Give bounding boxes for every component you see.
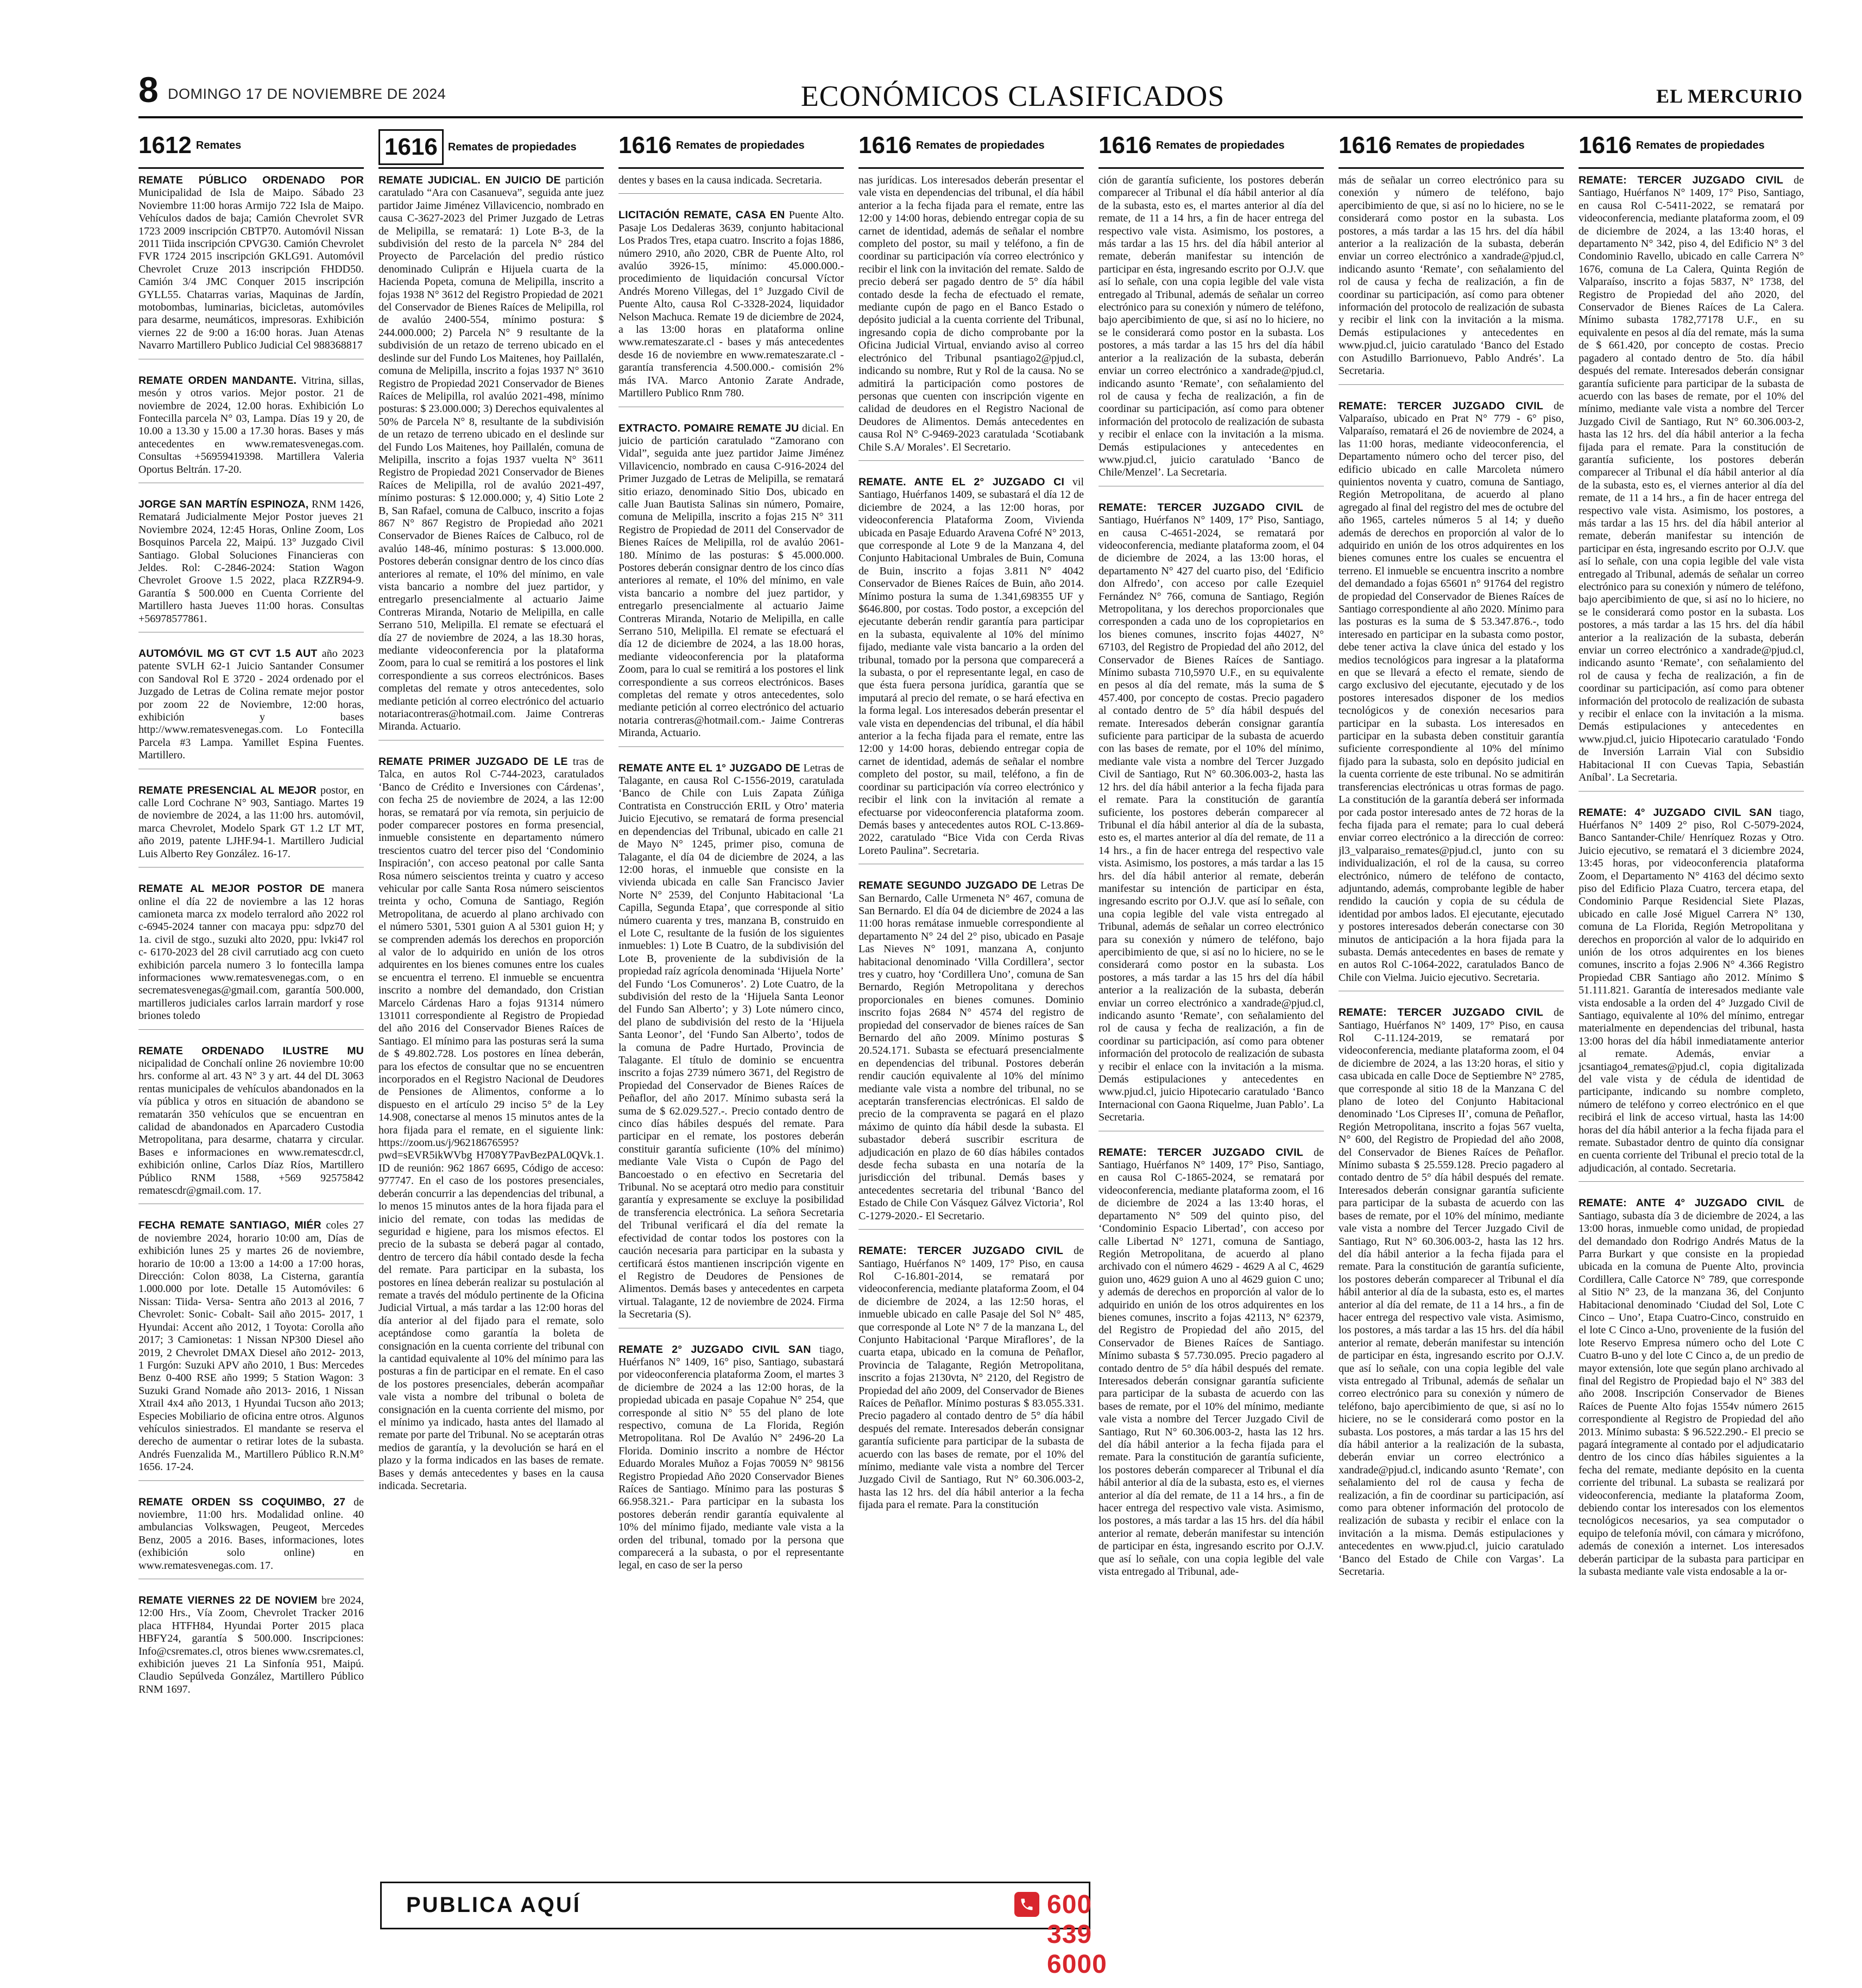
column-1 bbox=[138, 129, 364, 1921]
page-header bbox=[138, 66, 1803, 118]
column-body bbox=[618, 174, 844, 1579]
classified-notice bbox=[138, 1496, 364, 1579]
classified-notice bbox=[378, 756, 604, 1499]
notice-body: Puente Alto. Pasaje Los Dedaleras 3639, conjunto habitacional Los Prados Tres, etapa cuatro. Inscrito a fojas 1886, número 2910, año 2020, CBR de Puente Alto, rol avalúo 3926-15, mínimo: 45.000.000.- procedimiento de liquidación concursal Víctor Andrés Moreno Villegas, del 1° Juzgado Civil de Puente Alto, causa Rol C-3328-2024, liquidador Nelson Machuca. Remate 19 de diciembre de 2024, a las 13:00 horas en plataforma online www.remateszarate.cl - bases y más antecedentes desde 16 de noviembre en www.remateszarate.cl - garantía transferencia 4.500.000.- comisión 2% más IVA. Marco Antonio Zarate Andrade, Martillero Publico Rnm 780. bbox=[618, 209, 844, 400]
classified-notice bbox=[138, 174, 364, 359]
section-code: 1616 bbox=[618, 132, 672, 159]
page-number: 8 bbox=[138, 69, 159, 110]
notice-title: REMATE: TERCER JUZGADO CIVIL bbox=[1099, 501, 1303, 514]
section-code: 1616 bbox=[1339, 132, 1392, 159]
classified-notice bbox=[1099, 174, 1324, 486]
notice-title: REMATE: TERCER JUZGADO CIVIL bbox=[1579, 174, 1783, 186]
classified-notice bbox=[138, 1045, 364, 1205]
section-label: Remates bbox=[195, 140, 242, 151]
publica-aqui-ad[interactable] bbox=[380, 1882, 1107, 1979]
column-body bbox=[378, 174, 604, 1499]
notice-body: Letras De San Bernardo, Calle Urmeneta N° 467, comuna de San Bernardo. El día 04 de diciembre de 2024 a las 11:00 horas remátase inmueble correspondiente al departamento N° 24 del 2° piso, ubicado en Pasaje Las Nieves N° 1091, manzana A, conjunto habitacional denominado ‘Villa Cordillera’, sector tres y cuatro, hoy ‘Cordillera Uno’, comuna de San Bernardo, Región Metropolitana y derechos proporcionales en bienes comunes. Dominio inscrito fojas 2684 N° 4574 del registro de propiedad del conservador de bienes raíces de San Bernardo del año 2009. Mínimo posturas $ 20.524.171. Subasta se efectuará presencialmente en dependencias del tribunal. Postores deberán rendir caución equivalente al 10% del mínimo mediante vale vista a nombre del tribunal, no se aceptarán transferencias electrónicas. El saldo de precio de la compraventa se pagará en el plazo máximo de quinto día hábil desde la subasta. El subastador deberá suscribir escritura de adjudicación en plazo de 60 días hábiles contados desde fecha subasta en una notaría de la jurisdicción del tribunal. Demás bases y antecedentes secretaria del tribunal ‘Banco del Estado de Chile Con Vásquez Gálvez Victoria’, Rol C-1279-2020.- El Secretario. bbox=[859, 879, 1084, 1222]
column-body bbox=[1339, 174, 1564, 1585]
column-6 bbox=[1339, 129, 1564, 1921]
section-code: 1616 bbox=[859, 132, 912, 159]
column-2 bbox=[378, 129, 604, 1921]
notice-body: tiago, Huérfanos N° 1409, 16° piso, Santiago, subastará por videoconferencia plataforma Zoom, el martes 3 de diciembre de 2024 a las 12:00 horas, de la propiedad ubicada en pasaje Copahue N° 254, que corresponde al sitio N° 55 del plano de lote respectivo, comuna de La Florida, Región Metropolitana. Rol De Avalúo N° 2496-20 La Florida. Dominio inscrito a nombre de Héctor Eduardo Morales Muñoz a Fojas 70059 N° 98156 Registro Propiedad Año 2020 Conservador Bienes Raíces de Santiago. Mínimo para las posturas $ 66.958.321.- Para participar en la subasta los postores deberán rendir garantía equivalente al 10% del mínimo fijado, mediante vale vista a la orden del tribunal, tomado por la persona que comparecerá a la subasta, o por el representante legal, en caso de ser la perso bbox=[618, 1343, 844, 1572]
notice-body: más de señalar un correo electrónico para su conexión y número de teléfono, bajo apercibimiento de que, si así no lo hiciere, no se le considerará como postor en la subasta. Los postores, a más tardar a las 15 hrs. del día hábil anterior a la realización de la subasta, deberán enviar un correo electrónico a xandrade@pjud.cl, indicando asunto ‘Remate’, con señalamiento del rol de causa y fecha de realización, a fin de coordinar su participación, así como para obtener información del protocolo de realización de subasta y recibir el link con la invitación a la misma. Demás estipulaciones y antecedentes en www.pjud.cl, juicio caratulado ‘Banco del Estado con Astudillo Barrionuevo, Pablo Andrés’. La Secretaria. bbox=[1339, 174, 1564, 377]
classified-notice bbox=[1579, 1197, 1804, 1585]
classified-notice bbox=[859, 174, 1084, 461]
classified-notice bbox=[138, 648, 364, 769]
section-label: Remates de propiedades bbox=[447, 141, 577, 153]
classified-notice bbox=[138, 375, 364, 483]
column-heading bbox=[618, 129, 844, 169]
notice-title: REMATE ANTE EL 1° JUZGADO DE bbox=[618, 762, 800, 774]
notice-body: Letras de Talagante, en causa Rol C-1556-2019, caratulada ‘Banco de Chile con Luis Zapata Zúñiga Contratista en Construcción ERIL y Otro’ materia Juicio Ejecutivo, se rematará de forma presencial en dependencias del Tribunal, ubicado en calle 21 de Mayo N° 1245, primer piso, comuna de Talagante, el día 04 de diciembre de 2024, a las 12:00 horas, el inmueble que consiste en la vivienda ubicada en calle San Francisco Javier Norte N° 2539, del Conjunto Habitacional ‘La Capilla, Segunda Etapa’, que corresponde al sitio número cuarenta y tres, manzana B, construido en el Lote C, resultante de la fusión de los siguientes inmuebles: 1) Lote B Cuatro, de la subdivisión del Lote B, proveniente de la subdivisión de la propiedad raíz agrícola denominada ‘Hijuela Norte’ del Fundo ‘Los Comuneros’. 2) Lote Cuatro, de la subdivisión del resto de la ‘Hijuela Santa Leonor del Fundo San Alberto’; y 3) Lote número cinco, del plano de subdivisión del resto de la ‘Hijuela Santa Leonor’, del ‘Fundo San Alberto’, todos de la comuna de Padre Hurtado, Provincia de Talagante. El título de dominio se encuentra inscrito a fojas 2739 número 3671, del Registro de Propiedad del Conservador de Bienes Raíces de Peñaflor, del año 2017. Mínimo subasta será la suma de $ 62.029.527.-. Precio contado dentro de cinco días hábiles después del remate. Para participar en el remate, los postores deberán constituir garantía suficiente (10% del mínimo) mediante Vale Vista o Cupón de Pago del Bancoestado o en efectivo en Secretaria del Tribunal. No se aceptará otro medio para constituir garantía y expresamente se excluye la posibilidad de transferencia electrónica. La señora Secretaria del Tribunal verificará el día del remate la efectividad de contar todos los postores con la caución necesaria para participar en la subasta y certificará éstos mantienen inscripción vigente en el Registro de Deudores de Pensiones de Alimentos. Demás bases y antecedentes en carpeta virtual. Talagante, 12 de noviembre de 2024. Firma la Secretaria (S). bbox=[618, 762, 844, 1321]
notice-body: Vitrina, sillas, mesón y otros varios. Mejor postor. 21 de noviembre de 2024, 12.00 horas. Exhibición Lo Fontecilla parcela N° 03, Lampa. Días 19 y 20, de 10.00 a 13.30 y 15.00 a 17.30 horas. Bases y más antecedentes en www.rematesvenegas.com. Consultas +56959419398. Martillera Valeria Oportus Beltrán. 17-20. bbox=[138, 374, 364, 476]
classified-notice bbox=[859, 476, 1084, 864]
notice-title: AUTOMÓVIL MG GT CVT 1.5 AUT bbox=[138, 648, 318, 660]
notice-body: bre 2024, 12:00 Hrs., Vía Zoom, Chevrolet Tracker 2016 placa HTFH84, Hyundai Porter 2015 placa HBFY24, garantía $ 500.000. Inscripciones: Info@csremates.cl, otros bienes www.csremates.cl, exhibición jueves 21 La Sinfonía 951, Maipú. Claudio Sepúlveda González, Martillero Público RNM 1697. bbox=[138, 1594, 364, 1695]
notice-title: REMATE: TERCER JUZGADO CIVIL bbox=[1339, 1006, 1543, 1019]
classified-notice bbox=[618, 1344, 844, 1579]
classified-notice bbox=[618, 762, 844, 1328]
notice-body: RNM 1426, Rematará Judicialmente Mejor Postor jueves 21 Noviembre 2024, 12:45 Horas, Online Zoom, Los Bosquinos Parcela 22, Maipú. 13° Juzgado Civil Santiago. Global Soluciones Financieras con Jeldes. Rol: C-2846-2024: Station Wagon Chevrolet Groove 1.5 2022, placa RZZR94-9. Garantía $ 500.000 en Cuenta Corriente del Martillero hasta Jueves 11:00 horas. Consultas +56978577861. bbox=[138, 498, 364, 625]
notice-body: postor, en calle Lord Cochrane N° 903, Santiago. Martes 19 de noviembre de 2024, a las 11:00 hrs. automóvil, marca Chevrolet, Modelo Spark GT 1.2 LT MT, año 2019, patente LJHF.94-1. Martillero Judicial Luis Alberto Rey González. 16-17. bbox=[138, 784, 364, 860]
notice-body: ción de garantía suficiente, los postores deberán comparecer al Tribunal el día hábil anterior al día de la subasta, esto es, el martes anterior al día del remate, de 11 a 14 hrs, a fin de hacer entrega del respectivo vale vista. Asimismo, los postores, a más tardar a las 15 hrs. del día hábil anterior al remate, deberán manifestar su intención de participar en ésta, ingresando escrito por O.J.V. que así lo señale, con una copia legible del vale vista entregado al Tribunal, además de señalar un correo electrónico para su conexión y número de teléfono, bajo apercibimiento de que, si así no lo hiciere, no se le considerará como postor en la subasta. Los postores, a más tardar a las 15 hrs del día hábil anterior a la realización de la subasta, deberán enviar un correo electrónico a xandrade@pjud.cl, indicando asunto ‘Remate’, con señalamiento del rol de causa y fecha de realización, a fin de coordinar su participación, así como para obtener información del protocolo de realización de subasta y recibir el enlace con la invitación a la misma. Demás estipulaciones y antecedentes en www.pjud.cl, juicio caratulado ‘Banco de Chile/Menzel’. La Secretaria. bbox=[1099, 174, 1324, 479]
notice-body: dentes y bases en la causa indicada. Secretaria. bbox=[618, 174, 822, 186]
notice-body: vil Santiago, Huérfanos 1409, se subastará el día 12 de diciembre de 2024, a las 12:00 horas, por videoconferencia Plataforma Zoom, Vivienda ubicada en Pasaje Eduardo Aravena Cofré N° 2013, que corresponde al Lote 9 de la Manzana 4, del Conjunto Habitacional Umbrales de Buin, Comuna de Buin, inscrito a fojas 3.811 N° 4042 Conservador de Bienes Raíces de Buin, año 2014. Mínimo postura la suma de 1.341,698355 UF y $646.800, por costas. Todo postor, a excepción del ejecutante deberán rendir garantía para participar en la subasta, equivalente al 10% del mínimo fijado, mediante vale vista bancario a la orden del tribunal, tomado por la persona que comparecerá a la subasta, o por el representante legal, en caso de que ésta fuera persona jurídica, garantía que se imputará al precio del remate, o se hará efectiva en la forma legal. Los interesados deberán presentar el vale vista en dependencias del tribunal, el día hábil anterior a la fecha fijada para el remate, entre las 12:00 y 14:00 horas, debiendo entregar copia de carnet de identidad, además de señalar el nombre completo del postor, su mail, teléfono, a fin de coordinar su participación vía correo electrónico y recibir el link con la invitación al remate a efectuarse por videoconferencia plataforma zoom. Demás bases y antecedentes autos ROL C-13.869-2022, caratulado “Bice Vida con Cerda Rivas Loreto Paulina”. Secretaria. bbox=[859, 476, 1084, 857]
notice-title: REMATE ORDEN SS COQUIMBO, 27 bbox=[138, 1496, 346, 1508]
classified-notice bbox=[138, 784, 364, 868]
classified-notice bbox=[618, 422, 844, 747]
classified-notice bbox=[138, 883, 364, 1029]
notice-title: REMATE PÚBLICO ORDENADO POR bbox=[138, 174, 364, 186]
notice-body: tras de Talca, en autos Rol C-744-2023, caratulados ‘Banco de Crédito e Inversiones con Cárdenas’, con fecha 25 de noviembre de 2024, a las 12:00 horas, se rematará por vía remota, sin perjuicio de poder comparecer postores en forma presencial, inmueble consistente en departamento número trescientos cuatro del tercer piso del ‘Condominio Inspiración’, con acceso peatonal por calle Santa Rosa número seiscientos treinta y cuatro y acceso vehicular por calle Santa Rosa número seiscientos treinta y ocho, Comuna de Santiago, Región Metropolitana, de acuerdo al plano archivado con el número 5301, 5301 guion A al 5301 guion H; y se comprenden además los derechos en proporción al valor de lo adquirido en unión de los otros adquirentes en los bienes comunes entre los cuales se encuentra el terreno. El inmueble se encuentra inscrito a nombre del demandado, don Cristian Marcelo Cárdenas Haro a fojas 91314 número 131011 correspondiente al Registro de Propiedad del año 2016 del Conservador Bienes Raíces de Santiago. El mínimo para las posturas será la suma de $ 49.802.728. Los postores en línea deberán, para los efectos de consultar que no se encuentren incorporados en el Registro Nacional de Deudores de Pensiones de Alimentos, conforme a lo dispuesto en el artículo 29 inciso 5° de la Ley 14.908, conectarse al menos 15 minutos antes de la hora fijada para el remate, en el siguiente link: https://zoom.us/j/96218676595?pwd=sEVR5ikWVbg H708Y7PavBezPAL0QVk.1. ID de reunión: 962 1867 6695, Código de acceso: 977747. En el caso de los postores presenciales, deberán concurrir a las dependencias del tribunal, a lo menos 15 minutos antes de la hora fijada para el inicio del remate, con todas las medidas de seguridad e higiene, para los mismos efectos. El precio de la subasta se deberá pagar al contado, dentro de tercero día hábil contado desde la fecha del remate. Para participar en la subasta, los postores en línea deberán realizar su postulación al remate a través del módulo pertinente de la Oficina Judicial Virtual, a más tardar a las 12:00 horas del día anterior al del fijado para el remate, solo aceptándose como garantía la boleta de consignación en la cuenta corriente del tribunal con la cantidad equivalente al 10% del mínimo para las posturas a fin de participar en el remate. En el caso de los postores presenciales, deberán acompañar vale vista a nombre del tribunal o boleta de consignación en la cuenta corriente del mismo, por el mínimo ya indicado, hasta antes del llamado al remate por parte del Tribunal. No se aceptarán otras medios de garantía, y la devolución se hará en el plazo y la forma indicados en las bases de remate. Bases y demás antecedentes y bases en la causa indicada. Secretaria. bbox=[378, 755, 604, 1492]
notice-title: REMATE: TERCER JUZGADO CIVIL bbox=[1339, 400, 1543, 412]
notice-title: JORGE SAN MARTÍN ESPINOZA, bbox=[138, 498, 309, 510]
column-heading bbox=[1099, 129, 1324, 169]
ad-text: PUBLICA AQUÍ bbox=[406, 1893, 581, 1917]
notice-title: REMATE VIERNES 22 DE NOVIEM bbox=[138, 1594, 318, 1606]
classified-notice bbox=[859, 879, 1084, 1230]
notice-title: REMATE JUDICIAL. EN JUICIO DE bbox=[378, 174, 561, 186]
notice-title: REMATE AL MEJOR POSTOR DE bbox=[138, 883, 325, 895]
phone-icon bbox=[1014, 1892, 1039, 1917]
notice-title: REMATE: 4° JUZGADO CIVIL SAN bbox=[1579, 806, 1772, 819]
classified-notice bbox=[1099, 502, 1324, 1131]
notice-body: de Santiago, Huérfanos N° 1409, 17° Piso, Santiago, en causa C-4651-2024, se rematará por videoconferencia, mediante plataforma zoom, el 04 de diciembre de 2024, a las 13:00 horas, el departamento N° 427 del cuarto piso, del ‘Edificio don Alfredo’, con acceso por calle Ezequiel Fernández N° 766, comuna de Santiago, Región Metropolitana, y los derechos proporcionales que corresponden a cada uno de los copropietarios en los bienes comunes, inscrito fojas 44027, N° 67103, del Registro de Propiedad del año 2012, del Conservador de Bienes Raíces de Santiago. Mínimo subasta 710,5970 U.F., en su equivalente en pesos al día del remate, más la suma de $ 457.400, por concepto de costas. Precio pagadero al contado dentro de 5° día hábil después del remate. Interesados deberán consignar garantía suficiente para participar de la subasta de acuerdo con las bases de remate, por el 10% del mínimo, mediante vale vista a nombre del Tercer Juzgado Civil de Santiago, Rut N° 60.306.003-2, hasta las 12 hrs. del día hábil anterior a la fecha fijada para el remate. Para la constitución de garantía suficiente, los postores deberán comparecer al Tribunal el día hábil anterior al día de la subasta, esto es, el martes anterior al día del remate, de 11 a 14 hrs., a fin de hacer entrega del respectivo vale vista. Asimismo, los postores, a más tardar a las 15 hrs. del día hábil anterior al remate, deberán manifestar su intención de participar en ésta, ingresando escrito por O.J.V. que así lo señale, con una copia legible del vale vista entregado al Tribunal, además de señalar un correo electrónico para su conexión y número de teléfono, bajo apercibimiento de que, si así no lo hiciere, no se le considerará como postor en la subasta. Los postores, a más tardar a las 15 hrs del día hábil anterior a la realización de la subasta, deberán enviar un correo electrónico a xandrade@pjud.cl, indicando asunto ‘Remate’, con señalamiento del rol de causa y fecha de realización, a fin de coordinar su participación, así como para obtener información del protocolo de realización de subasta y recibir el enlace con la invitación a la misma. Demás estipulaciones y antecedentes en www.pjud.cl, juicio Hipotecario caratulado ‘Banco Internacional con Gaona Riquelme, Juan Pablo’. La Secretaria. bbox=[1099, 501, 1324, 1124]
section-label: Remates de propiedades bbox=[916, 140, 1045, 151]
notice-title: LICITACIÓN REMATE, CASA EN bbox=[618, 209, 785, 221]
section-label: Remates de propiedades bbox=[676, 140, 805, 151]
column-body bbox=[859, 174, 1084, 1518]
notice-title: REMATE SEGUNDO JUZGADO DE bbox=[859, 879, 1037, 892]
column-7 bbox=[1579, 129, 1804, 1921]
section-title: ECONÓMICOS CLASIFICADOS bbox=[800, 80, 1225, 112]
header-rule bbox=[138, 116, 1803, 118]
classified-notice bbox=[1579, 174, 1804, 792]
column-heading bbox=[138, 129, 364, 169]
notice-body: de Santiago, Huérfanos N° 1409, 17° Piso, Santiago, en causa Rol C-5411-2022, se rematará por videoconferencia, mediante plataforma zoom, el 09 de diciembre de 2024, a las 13:40 horas, el departamento N° 342, piso 4, del Edificio N° 3 del Condominio Ravello, ubicado en calle Carrera N° 1676, comuna de La Calera, Quinta Región de Valparaíso, inscrito a fojas 5837, N° 1738, del Registro de Propiedad del año 2020, del Conservador de Bienes Raíces de La Calera. Mínimo subasta 1782,77178 U.F., en su equivalente en pesos al día del remate, más la suma de $ 661.420, por concepto de costas. Precio pagadero al contado dentro de 5to. día hábil después del remate. Interesados deberán consignar garantía suficiente para participar de la subasta de acuerdo con las bases de remate, por el 10% del mínimo, mediante vale vista a nombre del Tercer Juzgado Civil de Santiago, Rut N° 60.306.003-2, hasta las 12 hrs. del día hábil anterior a la fecha fijada para el remate. Para la constitución de garantía suficiente, los postores deberán comparecer al Tribunal el día hábil anterior al día de la subasta, esto es, el viernes anterior al día del remate, de 11 a 14 hrs., a fin de hacer entrega del respectivo vale vista. Asimismo, los postores, a más tardar a las 15 hrs. del día hábil anterior al remate, deberán manifestar su intención de participar en ésta, ingresando escrito por O.J.V. que así lo señale, con una copia legible del vale vista entregado al Tribunal, además de señalar un correo electrónico para su conexión y número de teléfono, bajo apercibimiento de que, si así no lo hiciere, no se le considerará como postor en la subasta. Los postores, a más tardar a las 15 hrs. del día hábil anterior a la realización de la subasta, deberán enviar un correo electrónico a xandrade@pjud.cl, indicando asunto ‘Remate’, con señalamiento del rol de causa y fecha de realización, a fin de coordinar su participación, así como para obtener información del protocolo de realización de subasta y recibir el enlace con la invitación a la misma. Demás estipulaciones y antecedentes en www.pjud.cl, juicio Hipotecario caratulado ‘Fondo de Inversión Larrain Vial con Subsidio Habitacional II con Cuevas Tapia, Sebastián Aníbal’. La Secretaria. bbox=[1579, 174, 1804, 784]
notice-body: nicipalidad de Conchalí online 26 noviembre 10:00 hrs. conforme al art. 43 N° 3 y art. 44 del DL 3063 rentas municipales de vehículos abandonados en la vía pública y otros en situación de abandono se rematarán 350 vehículos que se encuentran en calidad de abandonados en Aparcadero Custodia Metropolitana, para desarme, chatarra y circular. Bases e informaciones en www.rematescdr.cl, exhibición online, Carlos Díaz Ríos, Martillero Público RNM 1588, +569 92575842 rematescdr@gmail.com. 17. bbox=[138, 1057, 364, 1197]
column-4 bbox=[859, 129, 1084, 1921]
classified-notice bbox=[1339, 174, 1564, 385]
classified-notice bbox=[618, 209, 844, 407]
notice-title: REMATE: TERCER JUZGADO CIVIL bbox=[1099, 1146, 1303, 1158]
notice-body: de noviembre, 11:00 hrs. Modalidad online. 40 ambulancias Volkswagen, Peugeot, Mercedes Benz, 2005 a 2016. Bases, informaciones, lotes (exhibición solo online) en www.rematesvenegas.com. 17. bbox=[138, 1496, 364, 1572]
notice-title: REMATE PRESENCIAL AL MEJOR bbox=[138, 784, 317, 796]
notice-body: de Santiago, Huérfanos N° 1409, 17° Piso, en causa Rol C-16.801-2014, se rematará por videoconferencia, mediante plataforma Zoom, el 04 de diciembre de 2024, a las 12:50 horas, el inmueble ubicado en calle Pasaje del Sol N° 485, que corresponde al Lote N° 7 de la manzana L, del Conjunto Habitacional ‘Parque Miraflores’, de la cuarta etapa, ubicado en la comuna de Peñaflor, Provincia de Talagante, Región Metropolitana, inscrito a fojas 2130vta, N° 2120, del Registro de Propiedad del año 2009, del Conservador de Bienes Raíces de Peñaflor. Mínimo posturas $ 83.055.331. Precio pagadero al contado dentro de 5° día hábil después del remate. Interesados deberán consignar garantía suficiente para participar de la subasta de acuerdo con las bases de remate, por el 10% del mínimo, mediante vale vista a nombre del Tercer Juzgado Civil de Santiago, Rut N° 60.306.003-2, hasta las 12 hrs. del día hábil anterior a la fecha fijada para el remate. Para la constitución bbox=[859, 1245, 1084, 1511]
notice-title: REMATE PRIMER JUZGADO DE LE bbox=[378, 755, 568, 768]
classified-notice bbox=[859, 1245, 1084, 1518]
classified-notice bbox=[138, 498, 364, 632]
section-code: 1612 bbox=[138, 132, 192, 159]
notice-title: REMATE ORDENADO ILUSTRE MU bbox=[138, 1044, 364, 1057]
notice-body: de Santiago, Huérfanos N° 1409, 17° Piso, en causa Rol C-11.124-2019, se rematará por videoconferencia, mediante plataforma zoom, el 04 de diciembre de 2024, a las 13:20 horas, el sitio y casa ubicada en calle Doce de Septiembre N° 2785, que corresponde al sitio 18 de la Manzana C del plano de loteo del Conjunto Habitacional denominado ‘Los Cipreses II’, comuna de Peñaflor, Región Metropolitana, inscrito a fojas 567 vuelta, N° 600, del Registro de Propiedad del año 2008, del Conservador de Bienes Raíces de Peñaflor. Mínimo subasta $ 25.559.128. Precio pagadero al contado dentro de 5° día hábil después del remate. Interesados deberán consignar garantía suficiente para participar de la subasta de acuerdo con las bases de remate, por el 10% del mínimo, mediante vale vista a nombre del Tercer Juzgado Civil de Santiago, Rut N° 60.306.003-2, hasta las 12 hrs. del día hábil anterior a la fecha fijada para el remate. Para la constitución de garantía suficiente, los postores deberán comparecer al Tribunal el día hábil anterior al día de la subasta, esto es, el martes anterior al día del remate, de 11 a 14 hrs., a fin de hacer entrega del respectivo vale vista. Asimismo, los postores, a más tardar a las 15 hrs. del día hábil anterior al remate, deberán manifestar su intención de participar en ésta, ingresando escrito por O.J.V. que así lo señale, con una copia legible del vale vista entregado al Tribunal, además de señalar un correo electrónico para su conexión y número de teléfono, bajo apercibimiento de que, si así no lo hiciere, no se le considerará como postor en la subasta. Los postores, a más tardar a las 15 hrs del día hábil anterior a la realización de la subasta, deberán enviar un correo electrónico a xandrade@pjud.cl, indicando asunto ‘Remate’, con señalamiento del rol de causa y fecha de realización, a fin de coordinar su participación, así como para obtener información del protocolo de realización de subasta y recibir el enlace con la invitación a la misma. Demás estipulaciones y antecedentes en www.pjud.cl, juicio caratulado ‘Banco del Estado de Chile con Vargas’. La Secretaria. bbox=[1339, 1006, 1564, 1578]
column-3 bbox=[618, 129, 844, 1921]
section-code: 1616 bbox=[1099, 132, 1152, 159]
section-code: 1616 bbox=[378, 129, 444, 165]
column-body bbox=[1099, 174, 1324, 1585]
notice-body: de Valparaíso, ubicado en Prat N° 779 - 6° piso, Valparaíso, rematará el 26 de noviembre de 2024, a las 11:00 horas, mediante videoconferencia, el Departamento número ocho del tercer piso, del edificio ubicado en calle Marcoleta número quinientos noventa y cuatro, comuna de Santiago, Región Metropolitana, de acuerdo al plano agregado al final del registro del mes de octubre del año 1965, carteles números 5 al 14; y dueño además de derechos en proporción al valor de lo adquirido en unión de los otros adquirentes en los bienes comunes entre los cuales se encuentra el terreno. El inmueble se encuentra inscrito a nombre del demandado a fojas 65601 n° 91764 del registro de propiedad del Conservador de Bienes Raíces de Santiago correspondiente al año 2020. Mínimo para las posturas es la suma de $ 53.347.876.-, todo interesado en participar en la subasta como postor, debe tener activa la clave única del estado y los medios tecnológicos para ingresar a la plataforma en que se llevará a efecto el remate, siendo de cargo exclusivo del ejecutante, ejecutado y de los postores interesados disponer de los medios tecnológicos y de conexión necesarios para participar en la subasta. Los interesados en participar en la subasta deben constituir garantía suficiente correspondiente al 10% del mínimo fijado para la subasta, solo en depósito judicial en la cuenta corriente de este tribunal. No se admitirán transferencias electrónicas u otras formas de pago. La constitución de la garantía deberá ser informada por cada postor interesado antes de 72 horas de la fecha fijada para el remate; para lo cual deberá enviar correo electrónico a la dirección de correo: jl3_valparaiso_remates@pjud.cl, junto con su individualización, el rol de la causa, su correo electrónico, número de teléfono de contacto, adjuntando, además, comprobante legible de haber rendido la caución y copia de su cédula de identidad por ambos lados. El ejecutante, ejecutado y postores interesados deberán conectarse con 30 minutos de anticipación a la hora fijada para la subasta. Demás antecedentes en bases de remate y en autos Rol C-1064-2022, caratulados Banco de Chile con Vielma. Juicio ejecutivo. Secretaria. bbox=[1339, 400, 1564, 984]
classified-notice bbox=[618, 174, 844, 194]
notice-title: REMATE: ANTE 4° JUZGADO CIVIL bbox=[1579, 1197, 1785, 1210]
notice-title: FECHA REMATE SANTIAGO, MIÉR bbox=[138, 1219, 321, 1232]
classified-notice bbox=[378, 174, 604, 740]
notice-body: nas jurídicas. Los interesados deberán presentar el vale vista en dependencias del tribunal, el día hábil anterior a la fecha fijada para el remate, entre las 12:00 y 14:00 horas, debiendo entregar copia de su carnet de identidad, además de señalar el nombre completo del postor, su mail y teléfono, a fin de coordinar su participación vía correo electrónico y recibir el link con la invitación del remate. Saldo de precio deberá ser pagado dentro de 5° día hábil contado desde la fecha de efectuado el remate, mediante cupón de pago en el Banco Estado o depósito judicial a la cuenta corriente del Tribunal, ingresando copia de dicho comprobante por la Oficina Judicial Virtual, enviando aviso al correo electrónico del Tribunal psantiago2@pjud.cl, indicando su nombre, Rut y Rol de la causa. No se admitirá la participación como postores de personas que cuenten con inscripción vigente en calidad de deudores en el Registro Nacional de Deudores de Alimentos. Demás antecedentes en causa Rol N° C-9469-2023 caratulada ‘Scotiabank Chile S.A/ Morales’. El Secretario. bbox=[859, 174, 1084, 453]
ad-phone-number[interactable]: 600 339 6000 bbox=[1047, 1890, 1107, 1979]
section-label: Remates de propiedades bbox=[1156, 140, 1285, 151]
classified-notice bbox=[1339, 400, 1564, 992]
column-heading bbox=[1579, 129, 1804, 169]
newspaper-name: EL MERCURIO bbox=[1656, 85, 1803, 107]
notice-body: de Santiago, subasta día 3 de diciembre de 2024, a las 13:00 horas, inmueble como unidad, de propiedad del demandado don Rodrigo Andrés Matus de la Parra Burkart y que consiste en la propiedad ubicada en la comuna de Puente Alto, provincia Cordillera, Calle Catorce N° 789, que corresponde al Sitio N° 23, de la manzana 36, del Conjunto Habitacional denominado ‘Ciudad del Sol, Lote C Cinco – Uno’, Etapa Cuatro-Cinco, construido en el lote C Cinco a-Uno, proveniente de la fusión del lote Reservo Empresa número ocho del Lote C Cuatro B-uno y del lote C Cinco a, de un predio de mayor extensión, lote que según plano archivado al final del Registro de Propiedad bajo el N° 383 del año 2008. Inscripción Conservador de Bienes Raíces de Puente Alto fojas 1554v número 2615 correspondiente al Registro de Propiedad del año 2013. Mínimo subasta: $ 96.522.290.- El precio se pagará íntegramente al contado por el adjudicatario dentro de los cinco días hábiles siguientes a la fecha del remate, mediante depósito en la cuenta corriente del tribunal. La subasta se realizará por videoconferencia, mediante la plataforma Zoom, debiendo contar los interesados con los elementos tecnológicos necesarios, ya sea computador o equipo de telefonía móvil, con cámara y micrófono, además de conexión a internet. Los interesados deberán participar de la subasta para participar en la subasta mediante vale vista endosable a la or- bbox=[1579, 1197, 1804, 1578]
notice-body: año 2023 patente SVLH 62-1 Juicio Santander Consumer con Sandoval Rol E 3720 - 2024 ordenado por el Juzgado de Letras de Colina remate mejor postor por zoom 22 de Noviembre, 12:00 horas, exhibición y bases http://www.rematesvenegas.com. Lo Fontecilla Parcela #3 Lampa. Yamillet Espina Fuentes. Martillero. bbox=[138, 648, 364, 762]
column-body bbox=[138, 174, 364, 1702]
section-code: 1616 bbox=[1579, 132, 1632, 159]
classified-notice bbox=[138, 1219, 364, 1480]
notice-title: REMATE 2° JUZGADO CIVIL SAN bbox=[618, 1343, 811, 1356]
column-heading bbox=[859, 129, 1084, 169]
notice-body: de Santiago, Huérfanos N° 1409, 17° Piso, Santiago, en causa Rol C-1865-2024, se rematará por videoconferencia, mediante plataforma zoom, el 16 de diciembre de 2024 a las 13:40 horas, el departamento N° 509 del quinto piso, del ‘Condominio Espacio Libertad’, con acceso por calle Libertad N° 1271, comuna de Santiago, Región Metropolitana, de acuerdo al plano archivado con el número 4629 - 4629 A al C, 4629 guion uno, 4629 guion A uno al 4629 guion C uno; y además de derechos en proporción al valor de lo adquirido en unión de los otros adquirentes en los bienes comunes, inscrito a fojas 42113, N° 62379, del Registro de Propiedad del año 2015, del Conservador de Bienes Raíces de Santiago. Mínimo subasta $ 57.730.095. Precio pagadero al contado dentro de 5° día hábil después del remate. Interesados deberán consignar garantía suficiente para participar de la subasta de acuerdo con las bases de remate, por el 10% del mínimo, mediante vale vista a nombre del Tercer Juzgado Civil de Santiago, Rut N° 60.306.003-2, hasta las 12 hrs. del día hábil anterior a la fecha fijada para el remate. Para la constitución de garantía suficiente, los postores deberán comparecer al Tribunal el día hábil anterior al día de la subasta, esto es, el viernes anterior al día del remate, de 11 a 14 hrs., a fin de hacer entrega del respectivo vale vista. Asimismo, los postores, a más tardar a las 15 hrs. del día hábil anterior al remate, deberán manifestar su intención de participar en ésta, ingresando escrito por O.J.V. que así lo señale, con una copia legible del vale vista entregado al Tribunal, ade- bbox=[1099, 1146, 1324, 1578]
classified-notice bbox=[138, 1594, 364, 1702]
classified-notice bbox=[1339, 1006, 1564, 1585]
column-heading bbox=[1339, 129, 1564, 169]
page-date: DOMINGO 17 DE NOVIEMBRE DE 2024 bbox=[168, 86, 446, 102]
notice-body: partición caratulado “Ara con Casanueva”, seguida ante juez partidor Jaime Jiménez Villavicencio, nombrado en causa C-3627-2023 del Primer Juzgado de Letras de Melipilla, se rematará: 1) Lote B-3, de la subdivisión del resto de la parcela N° 284 del Proyecto de Parcelación del predio rústico denominado Culiprán e Hijuela cuarta de la Hacienda Popeta, comuna de Melipilla, inscrito a fojas 1938 N° 3612 del Registro Propiedad de 2021 del Conservador de Bienes Raíces de Melipilla, rol de avalúo 2400-554, mínimo postura: $ 244.000.000; 2) Parcela N° 9 resultante de la subdivisión de un retazo de terreno ubicado en el deslinde sur del Fundo Los Maitenes, hoy Paillalén, comuna de Melipilla, inscrito a fojas 1937 N° 3610 Registro de Propiedad 2021 Conservador de Bienes Raíces de Melipilla, rol avalúo 2021-498, mínimo posturas: $ 23.000.000; 3) Derechos equivalentes al 50% de Parcela N° 8, resultante de la subdivisión de un retazo de terreno ubicado en el deslinde sur del Fundo Los Maitenes, hoy Paillalén, comuna de Melipilla, inscrito a fojas 1937 vuelta N° 3611 Registro de Propiedad 2021 Conservador de Bienes Raíces de Melipilla, rol de avalúo 2021-497, mínimo posturas: $ 12.000.000; y, 4) Sitio Lote 2 B, San Rafael, comuna de Calbuco, inscrito a fojas 867 N° 867 Registro de Propiedad año 2021 Conservador de Bienes Raíces de Calbuco, rol de avalúo 148-46, mínimo posturas: $ 13.000.000. Postores deberán consignar dentro de los cinco días anteriores al remate, el 10% del mínimo, en vale vista bancario a nombre del juez partidor, y entregarlo presencialmente al actuario Jaime Contreras Miranda, Notario de Melipilla, en calle Serrano 510, Melipilla. El remate se efectuará el día 27 de noviembre de 2024, a las 18.30 horas, mediante videoconferencia por la plataforma Zoom, para lo cual se remitirá a los postores el link correspondiente a sus correos electrónicos. Bases completas del remate y otros antecedentes, solo mediante petición al correo electrónico del actuario notariacontreras@hotmail.com. Jaime Contreras Miranda. Actuario. bbox=[378, 174, 604, 733]
column-body bbox=[1579, 174, 1804, 1585]
notice-body: Municipalidad de Isla de Maipo. Sábado 23 Noviembre 11:00 horas Armijo 722 Isla de Maipo. Vehículos dados de baja; Camión Chevrolet SVR 1723 2009 inscripción CBTP70. Automóvil Nissan 2011 Tiida inscripción CPVG30. Camión Chevrolet FVR 1724 2015 inscripción GKLG91. Automóvil Chevrolet Cruze 2013 inscripción FHDD50. Camión 3/4 JMC Conquer 2015 inscripción GYLL55. Chatarras varias, Maquinas de Jardín, motobombas, luminarias, bicicletas, automóviles para desarme, neumáticos, impresoras. Exhibición viernes 22 de 9:00 a 16:00 horas. Juan Atenas Navarro Martillero Publico Judicial Cel 988368817 bbox=[138, 187, 364, 352]
section-label: Remates de propiedades bbox=[1396, 140, 1525, 151]
notice-title: EXTRACTO. POMAIRE REMATE JU bbox=[618, 422, 799, 434]
section-label: Remates de propiedades bbox=[1636, 140, 1765, 151]
notice-title: REMATE ORDEN MANDANTE. bbox=[138, 374, 297, 387]
classified-notice bbox=[1579, 807, 1804, 1182]
notice-body: manera online el día 22 de noviembre a las 12 horas camioneta marca zx modelo terralord año 2022 rol c-6945-2024 tanner con macaya ppu: sdpz70 del 1a. civil de stgo., suzuki alto 2020, ppu: lvki47 rol c- 6170-2023 del 28 civil carrutiado acg con cueto exhibición parcela numero 3 lo fontecilla lampa informaciones www.rematesvenegas.com, o en secrematesvenegas@gmail.com, garantía 500.000, martilleros judiciales carlos larrain mardorf y rose briones toledo bbox=[138, 883, 364, 1022]
column-heading bbox=[378, 129, 604, 169]
classified-notice bbox=[1099, 1147, 1324, 1585]
notice-title: REMATE. ANTE EL 2° JUZGADO CI bbox=[859, 476, 1064, 488]
notice-body: dicial. En juicio de partición caratulado “Zamorano con Vidal”, seguida ante juez partidor Jaime Jiménez Villavicencio, nombrado en causa C-916-2024 del Primer Juzgado de Letras de Melipilla, se rematará sitio eriazo, denominado Sitio Dos, ubicado en calle Juan Bautista Salinas sin número, Pomaire, comuna de Melipilla, inscrito a fojas 215 N° 311 Registro de Propiedad de 2011 del Conservador de Bienes Raíces de Melipilla, rol de avalúo 2061-180. Mínimo de las posturas: $ 45.000.000. Postores deberán consignar dentro de los cinco días anteriores al remate, el 10% del mínimo, en vale vista bancario a nombre del juez partidor, y entregarlo presencialmente al actuario Jaime Contreras Miranda, Notario de Melipilla, en calle Serrano 510, Melipilla. El remate se efectuará el día 12 de diciembre de 2024, a las 18.00 horas, mediante videoconferencia por la plataforma Zoom, para lo cual se remitirá a los postores el link correspondiente a sus correos electrónicos. Bases completas del remate y otros antecedentes, solo mediante petición al correo electrónico del actuario notaria contreras@hotmail.com.- Jaime Contreras Miranda, Actuario. bbox=[618, 422, 844, 739]
notice-body: coles 27 de noviembre 2024, horario 10:00 am, Días de exhibición lunes 25 y martes 26 de noviembre, horario de 10:00 a 13:00 a 14:00 a 17:00 horas, Dirección: Colon 8038, La Cisterna, garantía 1.000.000 por lote. Detalle 15 Automóviles: 6 Nissan: Tiida- Versa- Sentra año 2013 al 2016, 7 Chevrolet: Sonic- Cobalt- Sail año 2015- 2017, 1 Hyundai: Accent año 2012, 1 Toyota: Corolla año 2017; 3 Camionetas: 1 Nissan NP300 Diesel año 2019, 2 Chevrolet DMAX Diesel año 2012- 2013, 1 Furgón: Suzuki APV año 2010, 1 Bus: Mercedes Benz 0-400 RSE año 1999; 5 Station Wagon: 3 Suzuki Grand Nomade año 2013- 2016, 1 Nissan Xtrail 4x4 año 2013, 1 Hyundai Tucson año 2013; Especies Mobiliario de oficina entre otros. Algunos vehículos siniestrados. El mandante se reserva el derecho de aumentar o retirar lotes de la subasta. Andrés Fuenzalida M., Martillero Público R.N.M° 1656. 17-24. bbox=[138, 1219, 364, 1473]
notice-title: REMATE: TERCER JUZGADO CIVIL bbox=[859, 1245, 1063, 1257]
column-5 bbox=[1099, 129, 1324, 1921]
notice-body: tiago, Huérfanos N° 1409 2° piso, Rol C-5079-2024, Banco Santander-Chile/ Henríquez Rozas y Otro. Juicio ejecutivo, se rematará el 3 diciembre 2024, 13:45 horas, por videoconferencia plataforma Zoom, el Departamento N° 4163 del décimo sexto piso del Edificio Plaza Cuatro, tercera etapa, del Condominio Parque Residencial Siete Plazas, ubicado en calle José Miguel Carrera N° 130, comuna de La Florida, Región Metropolitana y derechos en proporción al valor de lo adquirido en unión de los otros adquirentes en los bienes comunes, inscrito a fojas 2.906 N° 4.366 Registro Propiedad CBR Santiago año 2012. Mínimo $ 51.111.821. Garantía de interesados mediante vale vista endosable a la orden del 4° Juzgado Civil de Santiago, equivalente al 10% del mínimo, entregar materialmente en dependencias del tribunal, hasta 13:00 horas del día hábil inmediatamente anterior al remate. Además, enviar a jcsantiago4_remates@pjud.cl, copia digitalizada del vale vista y de cédula de identidad de participante, indicando su nombre completo, número de teléfono y correo electrónico en el que recibirá el link de acceso virtual, hasta las 14:00 horas del día hábil anterior a la fecha fijada para el remate. Subastador dentro de quinto día consignar en cuenta corriente del Tribunal el precio total de la adjudicación, al contado. Secretaria. bbox=[1579, 806, 1804, 1174]
